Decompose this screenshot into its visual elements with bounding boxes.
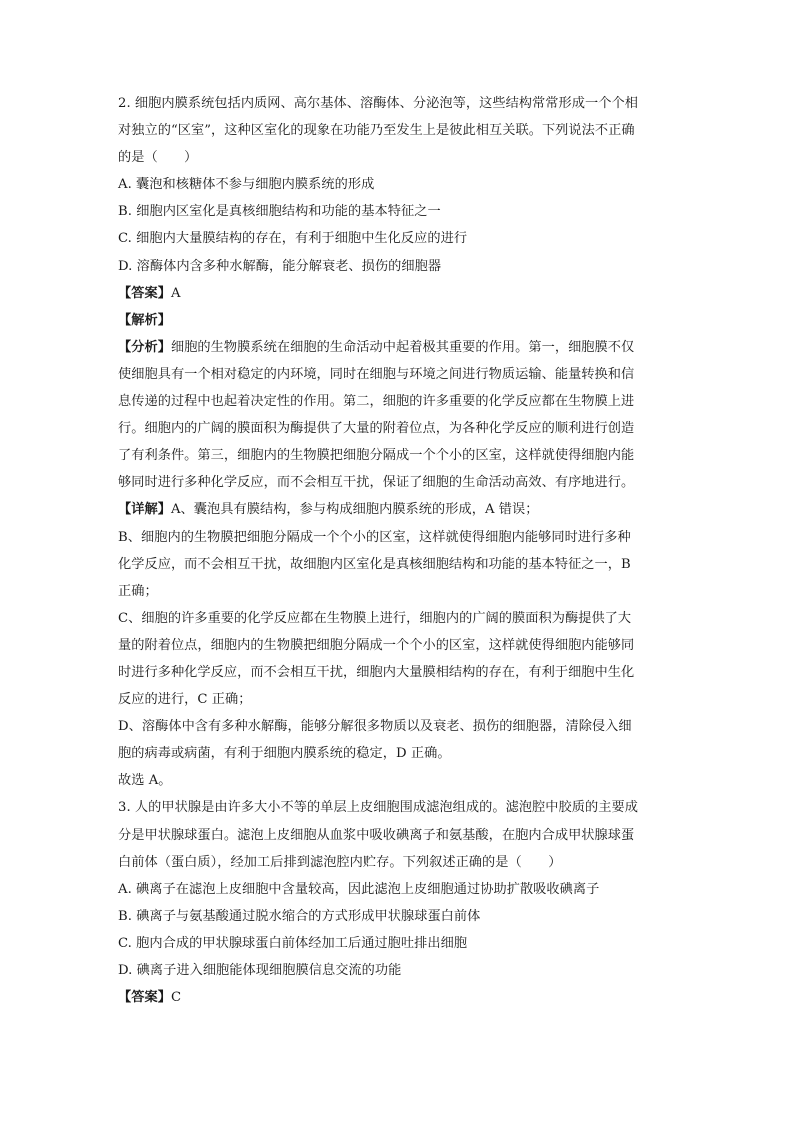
question-stem-line: 白前体（蛋白质），经加工后排到滤泡腔内贮存。下列叙述正确的是（ ）	[118, 854, 562, 870]
option-c: C. 细胞内大量膜结构的存在，有利于细胞中生化反应的进行	[118, 231, 468, 247]
detail-text: 时进行多种化学反应，而不会相互干扰，细胞内大量膜相结构的存在，有利于细胞中生化	[118, 664, 635, 680]
answer-line	[118, 280, 678, 307]
fenxi-label: 【分析】	[118, 339, 171, 355]
detail-text: D、溶酶体中含有多种水解酶，能够分解很多物质以及衰老、损伤的细胞器，清除侵入细	[118, 719, 632, 735]
question-2	[118, 90, 678, 794]
analysis-label: 【解析】	[118, 312, 171, 328]
question-stem-line: 对独立的“区室”，这种区室化的现象在功能乃至发生上是彼此相互关联。下列说法不正确	[118, 123, 635, 139]
detail-text: 胞的病毒或病菌，有利于细胞内膜系统的稳定，D 正确。	[118, 746, 451, 762]
question-stem-line: 分是甲状腺球蛋白。滤泡上皮细胞从血浆中吸收碘离子和氨基酸，在胞内合成甲状腺球蛋	[118, 827, 635, 843]
answer-value: A	[170, 285, 181, 301]
fenxi-text: 细胞的生物膜系统在细胞的生命活动中起着极其重要的作用。第一，细胞膜不仅	[170, 339, 635, 355]
answer-label: 【答案】	[118, 990, 171, 1006]
option-c: C. 胞内合成的甲状腺球蛋白前体经加工后通过胞吐排出细胞	[118, 935, 468, 951]
fenxi-text: 够同时进行多种化学反应，而不会相互干扰，保证了细胞的生命活动高效、有序地进行。	[118, 475, 635, 491]
option-b: B. 细胞内区室化是真核细胞结构和功能的基本特征之一	[118, 204, 441, 220]
detail-text: 反应的进行，C 正确；	[118, 692, 252, 708]
answer-value: C	[170, 990, 182, 1006]
detail-text: 量的附着位点，细胞内的生物膜把细胞分隔成一个个小的区室，这样就使得细胞内能够同	[118, 637, 635, 653]
option-a: A. 囊泡和核糖体不参与细胞内膜系统的形成	[118, 177, 375, 193]
detail-text: 正确；	[118, 583, 158, 599]
fenxi-text: 使细胞具有一个相对稳定的内环境，同时在细胞与环境之间进行物质运输、能量转换和信	[118, 366, 635, 382]
xiangjie-text: A、囊泡具有膜结构，参与构成细胞内膜系统的形成，A 错误；	[170, 502, 539, 518]
fenxi-text: 息传递的过程中也起着决定性的作用。第二，细胞的许多重要的化学反应都在生物膜上进	[118, 394, 635, 410]
option-d: D. 碘离子进入细胞能体现细胞膜信息交流的功能	[118, 963, 402, 978]
answer-label: 【答案】	[118, 285, 171, 301]
question-stem-line: 的是（ ）	[118, 150, 198, 166]
question-stem-line: 2. 细胞内膜系统包括内质网、高尔基体、溶酶体、分泌泡等，这些结构常常形成一个个相	[118, 96, 638, 111]
xiangjie-label: 【详解】	[118, 502, 171, 518]
detail-text: B、细胞内的生物膜把细胞分隔成一个个小的区室，这样就使得细胞内能够同时进行多种	[118, 529, 631, 545]
detail-text: C、细胞的许多重要的化学反应都在生物膜上进行，细胞内的广阔的膜面积为酶提供了大	[118, 610, 632, 626]
page-content	[118, 90, 678, 1011]
xiangjie-line	[118, 496, 678, 523]
option-b: B. 碘离子与氨基酸通过脱水缩合的方式形成甲状腺球蛋白前体	[118, 908, 481, 924]
question-stem-line: 3. 人的甲状腺是由许多大小不等的单层上皮细胞围成滤泡组成的。滤泡腔中胶质的主要成	[118, 800, 638, 816]
option-a: A. 碘离子在滤泡上皮细胞中含量较高，因此滤泡上皮细胞通过协助扩散吸收碘离子	[118, 881, 600, 897]
question-3	[118, 794, 678, 1011]
fenxi-line	[118, 334, 678, 361]
detail-text: 故选 A。	[118, 773, 172, 789]
fenxi-text: 了有利条件。第三，细胞内的生物膜把细胞分隔成一个个小的区室，这样就使得细胞内能	[118, 448, 635, 464]
option-d: D. 溶酶体内含多种水解酶，能分解衰老、损伤的细胞器	[118, 258, 442, 274]
detail-text: 化学反应，而不会相互干扰，故细胞内区室化是真核细胞结构和功能的基本特征之一，B	[118, 556, 631, 572]
answer-line	[118, 984, 678, 1011]
fenxi-text: 行。细胞内的广阔的膜面积为酶提供了大量的附着位点，为各种化学反应的顺利进行创造	[118, 421, 635, 437]
